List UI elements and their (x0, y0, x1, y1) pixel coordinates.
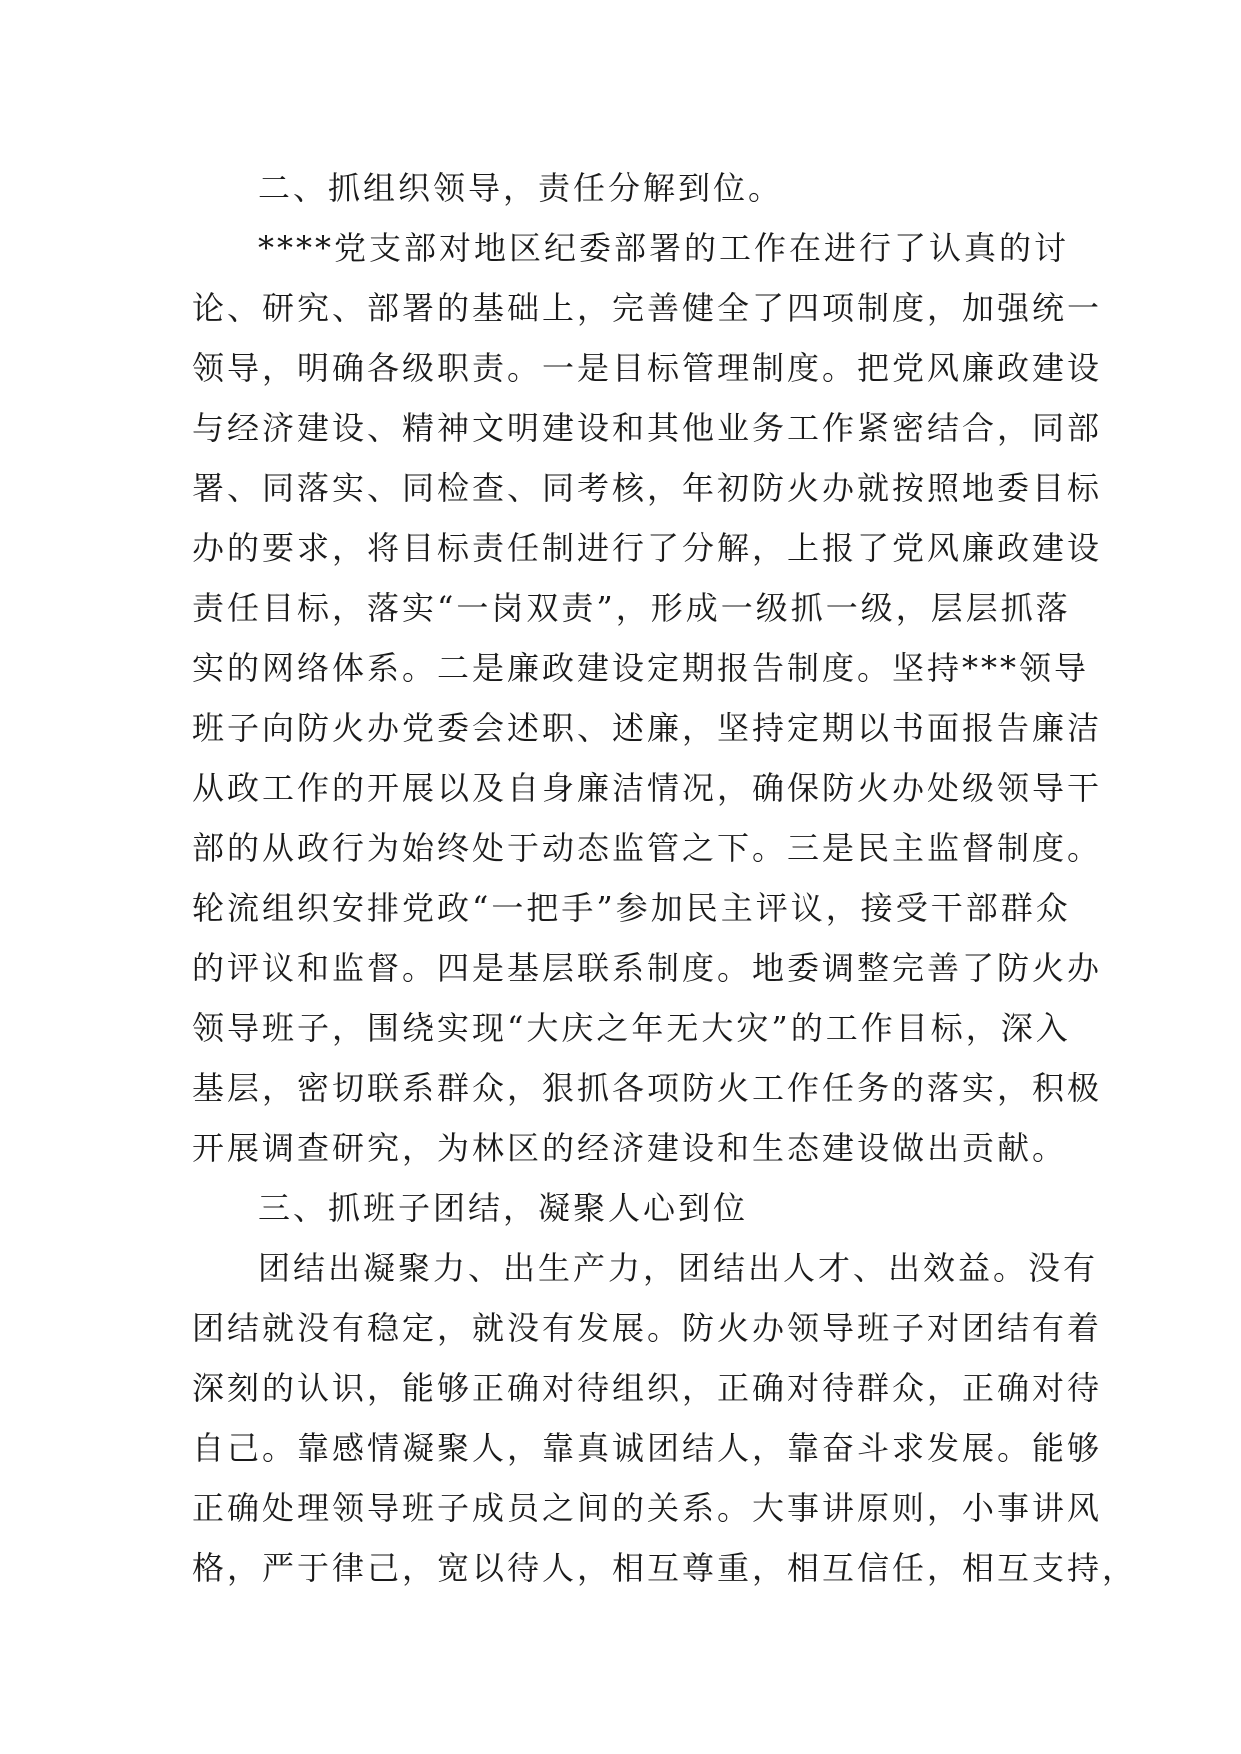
section-heading-2: 二、抓组织领导，责任分解到位。 (258, 169, 784, 207)
paragraph-line: 基层，密切联系群众，狠抓各项防火工作任务的落实，积极 (192, 1069, 1103, 1107)
paragraph-line: 领导班子，围绕实现“大庆之年无大灾”的工作目标，深入 (192, 1009, 1071, 1047)
paragraph-line: 的评议和监督。四是基层联系制度。地委调整完善了防火办 (192, 949, 1103, 987)
paragraph-line: 正确处理领导班子成员之间的关系。大事讲原则，小事讲风 (192, 1489, 1103, 1527)
paragraph-line: 团结就没有稳定，就没有发展。防火办领导班子对团结有着 (192, 1309, 1103, 1347)
paragraph-line: 领导，明确各级职责。一是目标管理制度。把党风廉政建设 (192, 349, 1103, 387)
paragraph-line: ****党支部对地区纪委部署的工作在进行了认真的讨 (258, 229, 1070, 267)
paragraph-line: 团结出凝聚力、出生产力，团结出人才、出效益。没有 (258, 1249, 1099, 1287)
paragraph-line: 深刻的认识，能够正确对待组织，正确对待群众，正确对待 (192, 1369, 1103, 1407)
paragraph-line: 班子向防火办党委会述职、述廉，坚持定期以书面报告廉洁 (192, 709, 1103, 747)
document-body (192, 158, 1138, 1598)
paragraph-line: 格，严于律己，宽以待人，相互尊重，相互信任，相互支持， (192, 1549, 1138, 1587)
paragraph-line: 自己。靠感情凝聚人，靠真诚团结人，靠奋斗求发展。能够 (192, 1429, 1103, 1467)
paragraph-line: 责任目标，落实“一岗双责”，形成一级抓一级，层层抓落 (192, 589, 1071, 627)
paragraph-line: 署、同落实、同检查、同考核，年初防火办就按照地委目标 (192, 469, 1103, 507)
section-heading-3: 三、抓班子团结，凝聚人心到位 (258, 1189, 749, 1227)
paragraph-line: 轮流组织安排党政“一把手”参加民主评议，接受干部群众 (192, 889, 1071, 927)
paragraph-line: 论、研究、部署的基础上，完善健全了四项制度，加强统一 (192, 289, 1103, 327)
paragraph-line: 从政工作的开展以及自身廉洁情况，确保防火办处级领导干 (192, 769, 1103, 807)
paragraph-line: 办的要求，将目标责任制进行了分解，上报了党风廉政建设 (192, 529, 1103, 567)
paragraph-line: 与经济建设、精神文明建设和其他业务工作紧密结合，同部 (192, 409, 1103, 447)
paragraph-line: 实的网络体系。二是廉政建设定期报告制度。坚持***领导 (192, 649, 1090, 687)
paragraph-line: 部的从政行为始终处于动态监管之下。三是民主监督制度。 (192, 829, 1103, 867)
paragraph-line-last: 开展调查研究，为林区的经济建设和生态建设做出贡献。 (192, 1129, 1068, 1167)
